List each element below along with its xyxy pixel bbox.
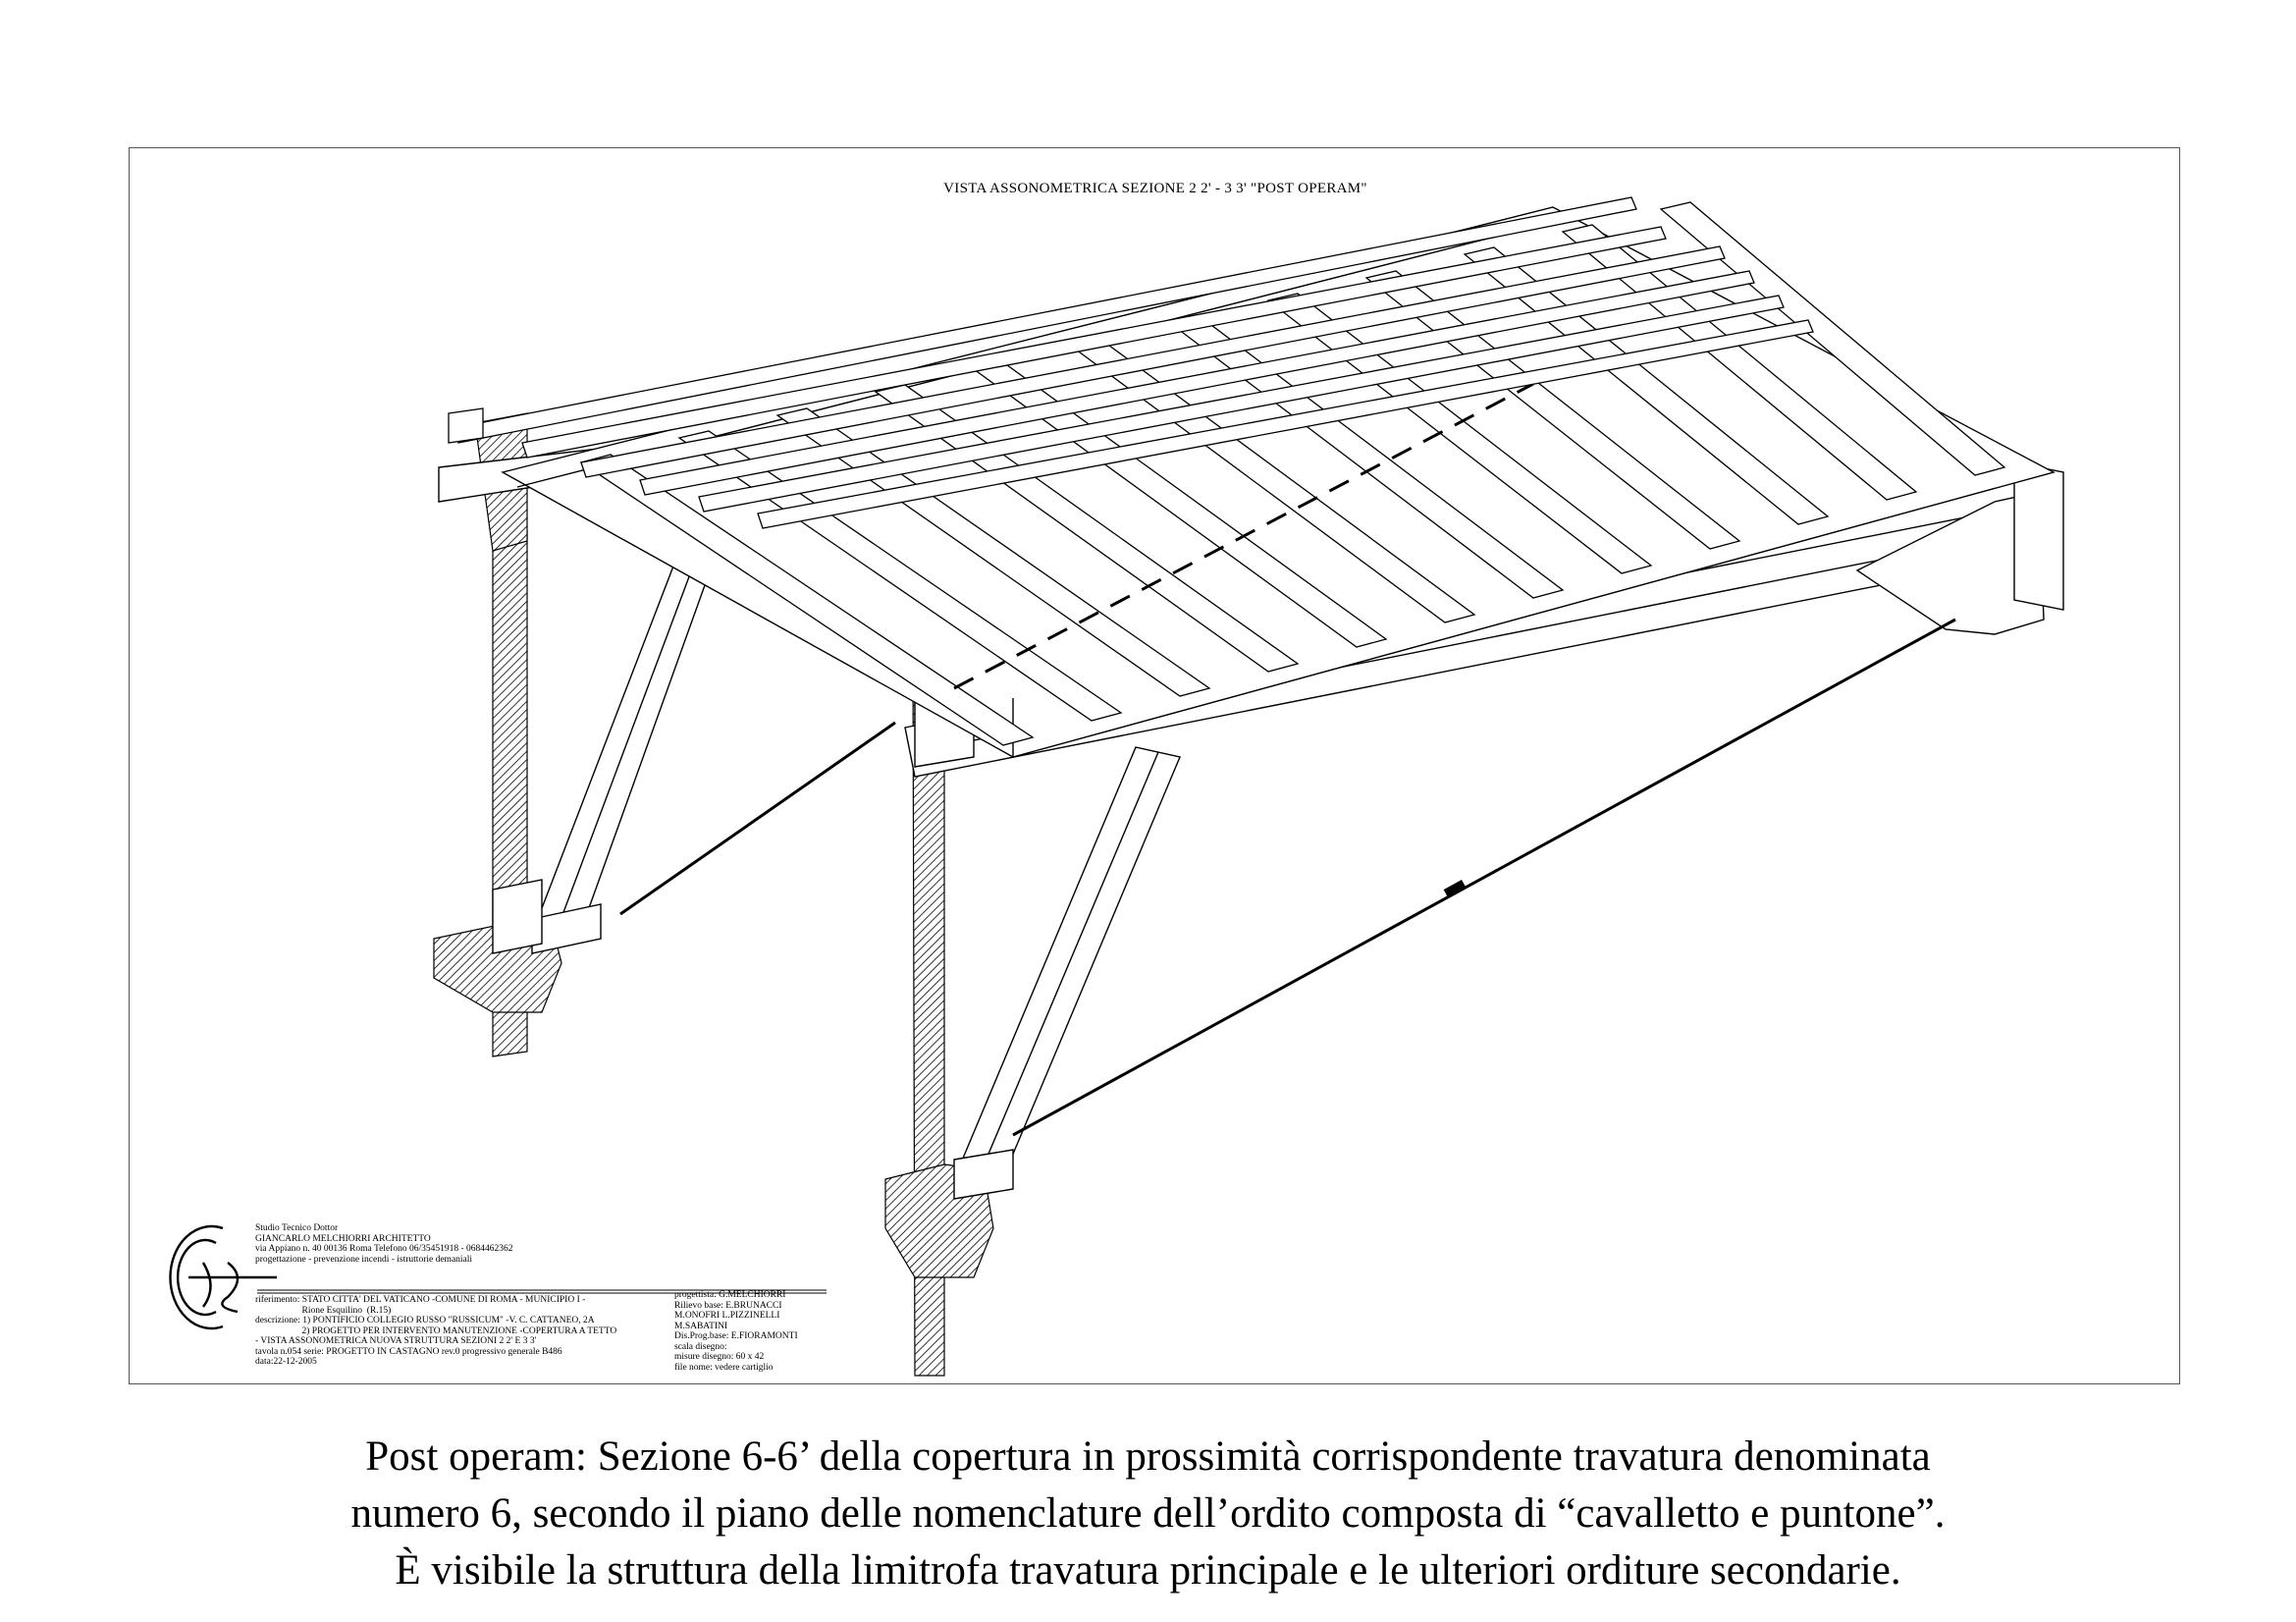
credit-line: scala disegno: <box>674 1341 727 1352</box>
title-block-studio <box>255 1223 513 1265</box>
left-wall <box>434 413 561 1056</box>
info-line: 2) PROGETTO PER INTERVENTO MANUTENZIONE -COPERTURA A TETTO <box>255 1325 617 1336</box>
axonometric-roof-drawing <box>130 148 2181 1385</box>
credit-line: Rilievo base: E.BRUNACCI <box>674 1300 782 1311</box>
info-line: Rione Esquilino (R.15) <box>255 1305 392 1316</box>
info-line: - VISTA ASSONOMETRICA NUOVA STRUTTURA SEZIONI 2 2' E 3 3' <box>255 1336 537 1346</box>
credit-line: M.ONOFRI L.PIZZINELLI <box>674 1311 780 1321</box>
figure-caption <box>59 1429 2237 1599</box>
studio-line: via Appiano n. 40 00136 Roma Telefono 06/35451918 - 0684462362 <box>255 1244 513 1254</box>
caption-line: numero 6, secondo il piano delle nomenclature dell’ordito composta di “cavalletto e puntone”. <box>350 1490 1946 1537</box>
caption-line: Post operam: Sezione 6-6’ della copertura in prossimità corrispondente travatura denominata <box>365 1433 1931 1480</box>
studio-line: GIANCARLO MELCHIORRI ARCHITETTO <box>255 1233 431 1244</box>
info-line: riferimento: STATO CITTA' DEL VATICANO -COMUNE DI ROMA - MUNICIPIO I - <box>255 1295 586 1305</box>
title-block <box>149 1218 836 1376</box>
credit-line: progettista: G.MELCHIORRI <box>674 1290 786 1300</box>
credit-line: file nome: vedere cartiglio <box>674 1362 774 1373</box>
studio-line: progettazione - prevenzione incendi - istruttorie demaniali <box>255 1254 473 1265</box>
info-line: data:22-12-2005 <box>255 1357 317 1367</box>
drawing-title: VISTA ASSONOMETRICA SEZIONE 2 2' - 3 3' "POST OPERAM" <box>943 181 1367 196</box>
studio-line: Studio Tecnico Dottor <box>255 1223 339 1233</box>
title-block-credits <box>674 1290 851 1373</box>
credit-line: M.SABATINI <box>674 1321 728 1331</box>
title-block-info <box>255 1295 717 1368</box>
credit-line: misure disegno: 60 x 42 <box>674 1352 765 1362</box>
info-line: descrizione: 1) PONTIFICIO COLLEGIO RUSSO "RUSSICUM" -V. C. CATTANEO, 2A <box>255 1316 595 1325</box>
info-line: tavola n.054 serie: PROGETTO IN CASTAGNO rev.0 progressivo generale B486 <box>255 1346 562 1357</box>
drawing-sheet <box>129 147 2180 1384</box>
credit-line: Dis.Prog.base: E.FIORAMONTI <box>674 1331 798 1341</box>
caption-line: È visibile la struttura della limitrofa travatura principale e le ulteriori orditure secondarie. <box>395 1547 1901 1594</box>
